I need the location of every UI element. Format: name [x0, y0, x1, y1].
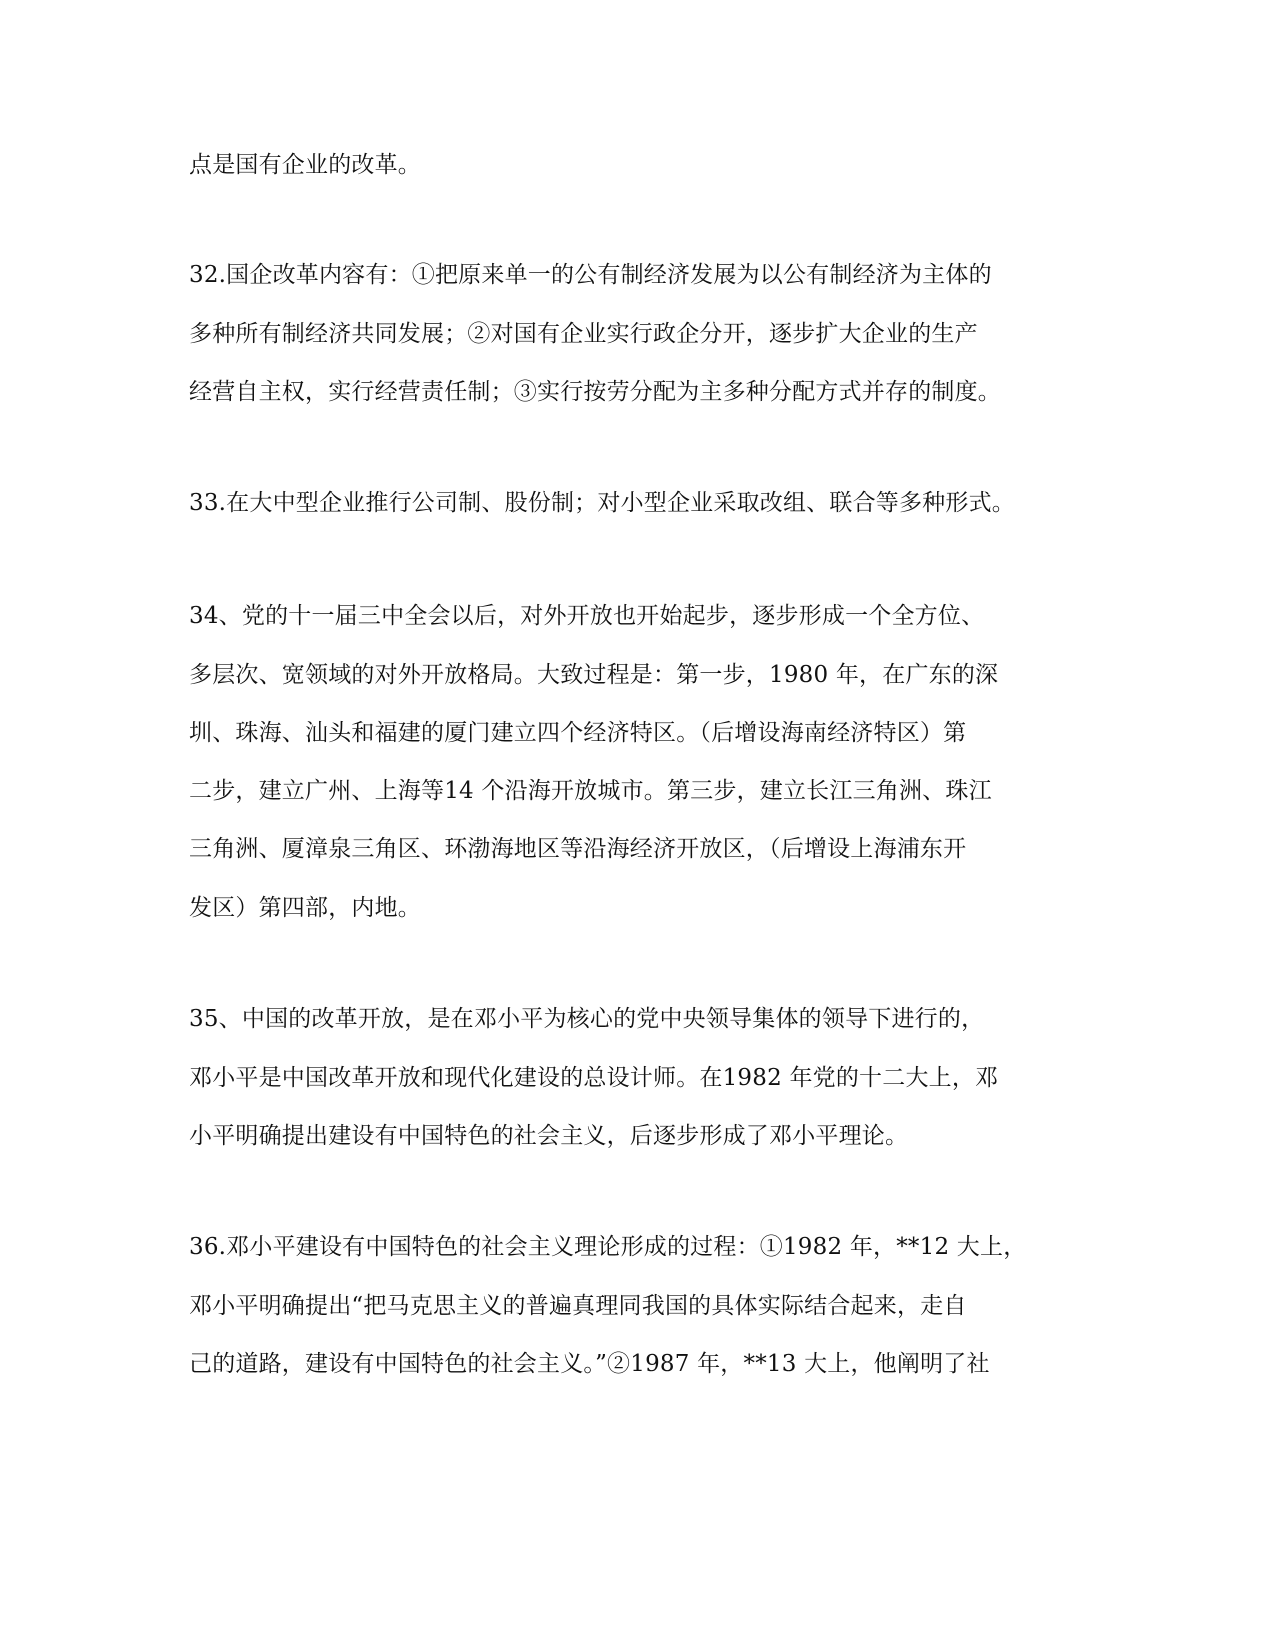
- text-line-11: 发区）第四部，内地。: [189, 895, 421, 921]
- text-line-4: 经营自主权，实行经营责任制；③实行按劳分配为主多种分配方式并存的制度。: [189, 379, 1001, 405]
- text-line-6: 34、党的十一届三中全会以后，对外开放也开始起步，逐步形成一个全方位、: [189, 603, 985, 629]
- text-line-14: 小平明确提出建设有中国特色的社会主义，后逐步形成了邓小平理论。: [189, 1123, 909, 1149]
- text-line-9: 二步，建立广州、上海等14 个沿海开放城市。第三步，建立长江三角洲、珠江: [189, 778, 992, 804]
- text-line-12: 35、中国的改革开放，是在邓小平为核心的党中央领导集体的领导下进行的，: [189, 1006, 985, 1032]
- text-line-7: 多层次、宽领域的对外开放格局。大致过程是：第一步，1980 年，在广东的深: [189, 662, 999, 688]
- text-line-1: 点是国有企业的改革。: [189, 152, 421, 178]
- text-line-2: 32.国企改革内容有：①把原来单一的公有制经济发展为以公有制经济为主体的: [189, 262, 992, 288]
- text-line-13: 邓小平是中国改革开放和现代化建设的总设计师。在1982 年党的十二大上，邓: [189, 1065, 999, 1091]
- text-line-17: 己的道路，建设有中国特色的社会主义。”②1987 年，**13 大上，他阐明了社: [189, 1351, 990, 1377]
- text-line-8: 圳、珠海、汕头和福建的厦门建立四个经济特区。（后增设海南经济特区）第: [189, 720, 967, 746]
- text-line-10: 三角洲、厦漳泉三角区、环渤海地区等沿海经济开放区，（后增设上海浦东开: [189, 836, 967, 862]
- text-line-16: 邓小平明确提出“把马克思主义的普遍真理同我国的具体实际结合起来，走自: [189, 1293, 967, 1319]
- text-line-5: 33.在大中型企业推行公司制、股份制；对小型企业采取改组、联合等多种形式。: [189, 490, 1015, 516]
- text-line-3: 多种所有制经济共同发展；②对国有企业实行政企分开，逐步扩大企业的生产: [189, 321, 978, 347]
- text-line-15: 36.邓小平建设有中国特色的社会主义理论形成的过程：①1982 年，**12 大上，: [189, 1234, 1027, 1260]
